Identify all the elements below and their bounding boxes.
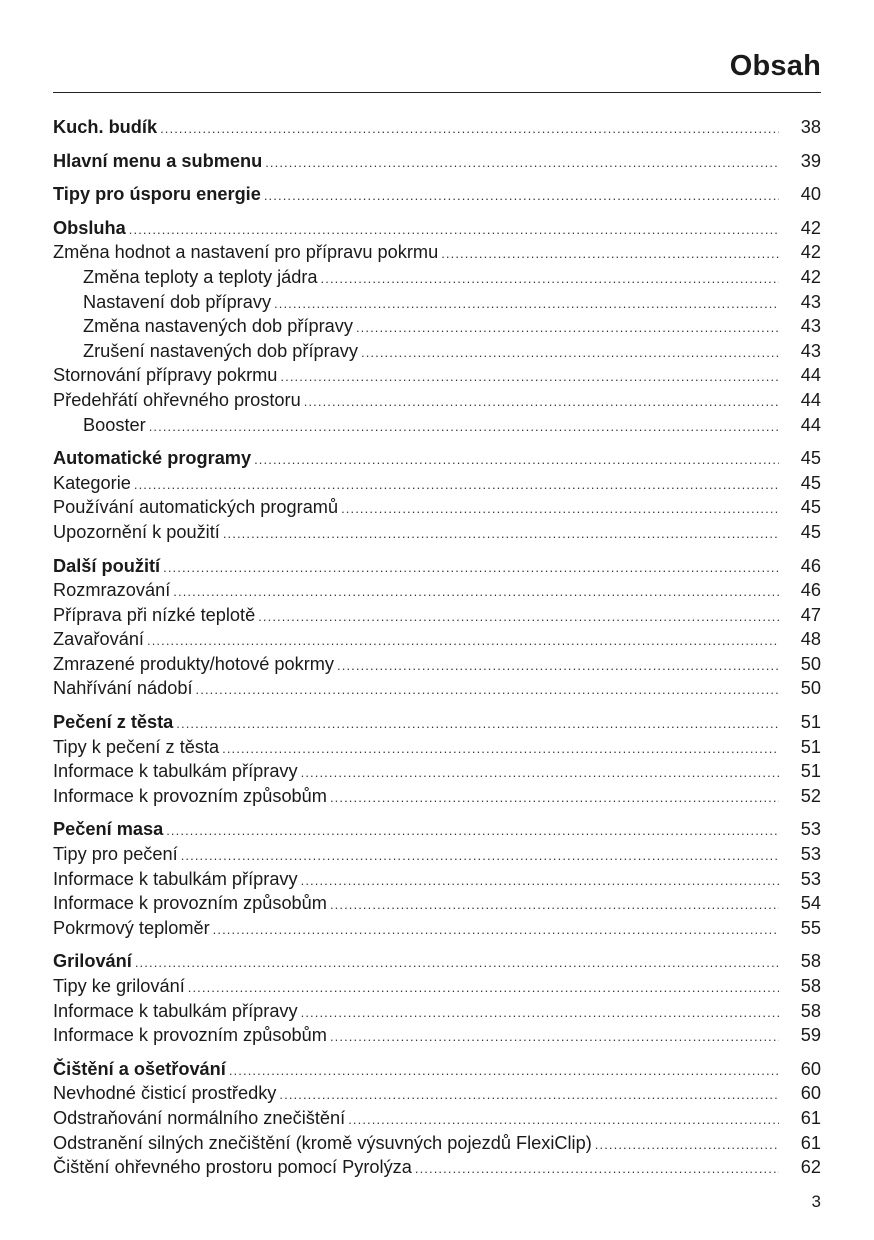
toc-entry[interactable] [53,1106,821,1131]
toc-entry-title: Upozornění k použití [53,521,220,542]
toc-entry-page: 48 [800,629,821,650]
toc-entry-page: 44 [800,389,821,410]
toc-entry-page: 44 [800,414,821,435]
dot-leader [258,605,779,630]
toc-entry[interactable] [53,471,821,496]
toc-entry[interactable] [53,842,821,867]
toc-entry[interactable] [53,495,821,520]
toc-entry-title: Nastavení dob přípravy [83,291,272,312]
toc-entry[interactable] [53,735,821,760]
toc-section [53,949,821,1047]
dot-leader [280,365,779,390]
toc-entry-page: 45 [800,497,821,518]
toc-entry[interactable] [53,149,821,174]
toc-entry-title: Informace k tabulkám přípravy [53,1000,298,1021]
toc-entry-title: Příprava při nízké teplotě [53,604,256,625]
toc-entry-page: 53 [800,844,821,865]
toc-section [53,817,821,940]
toc-entry-title: Zmrazené produkty/hotové pokrmy [53,653,335,674]
toc-entry[interactable] [53,627,821,652]
toc-entry-title: Tipy ke grilování [53,976,185,996]
toc-entry-page: 60 [800,1083,821,1104]
toc-entry-title: Tipy k pečení z těsta [53,736,220,757]
toc-entry-page: 61 [800,1132,821,1153]
toc-entry-page: 59 [800,1025,821,1046]
toc-entry[interactable] [53,710,821,735]
toc-entry-page: 42 [800,217,821,238]
toc-entry-title: Booster [83,414,146,435]
toc-entry-title: Nevhodné čisticí prostředky [53,1083,277,1104]
toc-section [53,115,821,140]
dot-leader [265,151,779,176]
toc-entry[interactable] [53,867,821,892]
toc-entry-title: Stornování přípravy pokrmu [53,365,278,386]
dot-leader [147,629,779,654]
toc-entry-title: Odstranění silných znečištění (kromě výsuvných pojezdů FlexiClip) [53,1132,592,1153]
dot-leader [304,390,779,415]
toc-entry-title: Obsluha [53,217,126,238]
toc-section [53,216,821,437]
toc-entry-title: Předehřátí ohřevného prostoru [53,389,301,410]
toc-entry[interactable] [53,1057,821,1082]
dot-leader [321,267,779,292]
toc-entry[interactable] [53,290,821,315]
toc-entry-page: 50 [800,653,821,674]
dot-leader [279,1083,779,1108]
toc-entry[interactable] [53,363,821,388]
toc-entry-page: 46 [800,555,821,576]
toc-entry-page: 62 [800,1157,821,1178]
toc-entry-page: 58 [800,951,821,972]
toc-entry-title: Informace k tabulkám přípravy [53,868,298,889]
dot-leader [149,415,779,440]
toc-entry-title: Automatické programy [53,448,252,469]
toc-entry-title: Zrušení nastavených dob přípravy [83,340,358,361]
dot-leader [274,292,779,317]
toc-entry[interactable] [53,784,821,809]
dot-leader [301,869,779,894]
dot-leader [176,712,779,737]
toc-entry[interactable] [53,759,821,784]
toc-entry-title: Pečení z těsta [53,712,174,733]
title-divider [53,92,821,93]
toc-entry[interactable] [53,652,821,677]
toc-entry[interactable] [53,115,821,140]
dot-leader [337,654,779,679]
toc-entry-page: 40 [800,184,821,205]
dot-leader [330,786,779,811]
dot-leader [330,893,779,918]
toc-section [53,554,821,702]
toc-entry-title: Hlavní menu a submenu [53,150,263,171]
dot-leader [173,580,779,605]
dot-leader [223,522,779,547]
toc-entry-page: 43 [800,291,821,312]
toc-section [53,446,821,544]
toc-entry-page: 51 [800,712,821,733]
page-number: 3 [811,1192,821,1211]
toc-entry-title: Změna nastavených dob přípravy [83,316,353,337]
toc-entry[interactable] [53,216,821,241]
toc-entry[interactable] [53,578,821,603]
toc-entry-page: 58 [800,976,821,996]
toc-entry-title: Informace k provozním způsobům [53,785,327,806]
toc-entry-title: Čištění ohřevného prostoru pomocí Pyrolýza [53,1157,412,1178]
toc-entry[interactable] [53,974,821,999]
dot-leader [166,819,779,844]
toc-entry-page: 45 [800,472,821,493]
dot-leader [163,556,779,581]
dot-leader [229,1059,779,1084]
toc-entry-title: Tipy pro pečení [53,844,178,865]
toc-entry[interactable] [53,446,821,471]
toc-entry-title: Kategorie [53,472,131,493]
toc-entry-page: 54 [800,893,821,914]
toc-entry-page: 55 [800,917,821,938]
dot-leader [129,218,779,243]
toc-entry[interactable] [53,265,821,290]
toc-entry[interactable] [53,949,821,974]
toc-entry[interactable] [53,314,821,339]
page-title: Obsah [729,50,821,82]
toc-entry-page: 61 [800,1107,821,1128]
toc-entry-page: 58 [800,1000,821,1021]
toc-entry[interactable] [53,240,821,265]
toc-entry[interactable] [53,388,821,413]
toc-entry-page: 51 [800,736,821,757]
toc-entry-title: Informace k tabulkám přípravy [53,761,298,782]
dot-leader [181,844,779,869]
toc-entry-page: 53 [800,868,821,889]
toc-entry[interactable] [53,603,821,628]
toc-entry[interactable] [53,817,821,842]
toc-entry[interactable] [53,1131,821,1156]
toc-entry-title: Změna hodnot a nastavení pro přípravu pokrmu [53,242,439,263]
toc-entry-title: Kuch. budík [53,117,158,137]
dot-leader [188,976,779,1001]
toc-entry[interactable] [53,520,821,545]
toc-entry-page: 43 [800,316,821,337]
dot-leader [301,1001,779,1026]
toc-entry-title: Nahřívání nádobí [53,678,193,699]
dot-leader [135,951,779,976]
dot-leader [222,737,779,762]
toc-section [53,1057,821,1180]
toc-entry-page: 45 [800,448,821,469]
table-of-contents [53,115,821,1189]
toc-entry-title: Tipy pro úsporu energie [53,184,261,205]
toc-entry-title: Odstraňování normálního znečištění [53,1107,346,1128]
toc-entry[interactable] [53,339,821,364]
toc-entry[interactable] [53,1023,821,1048]
toc-entry-page: 52 [800,785,821,806]
toc-entry[interactable] [53,676,821,701]
toc-entry-page: 51 [800,761,821,782]
toc-entry[interactable] [53,182,821,207]
toc-entry-page: 38 [800,117,821,137]
toc-entry-page: 44 [800,365,821,386]
toc-entry-title: Další použití [53,555,161,576]
toc-entry-title: Zavařování [53,629,144,650]
toc-entry-page: 39 [800,150,821,171]
toc-section [53,149,821,174]
toc-entry-page: 42 [800,242,821,263]
toc-entry[interactable] [53,1081,821,1106]
dot-leader [213,918,779,943]
dot-leader [356,316,779,341]
toc-entry-page: 47 [800,604,821,625]
toc-entry-title: Změna teploty a teploty jádra [83,266,318,287]
dot-leader [341,497,779,522]
dot-leader [196,678,779,703]
toc-entry[interactable] [53,916,821,941]
toc-entry-page: 42 [800,266,821,287]
toc-entry-title: Čištění a ošetřování [53,1058,226,1079]
toc-entry-title: Informace k provozním způsobům [53,1025,327,1046]
dot-leader [264,184,779,209]
dot-leader [160,117,779,142]
toc-entry-title: Používání automatických programů [53,497,339,518]
toc-entry-title: Informace k provozním způsobům [53,893,327,914]
toc-entry[interactable] [53,999,821,1024]
toc-entry-title: Pokrmový teploměr [53,917,210,938]
toc-entry-page: 60 [800,1058,821,1079]
dot-leader [595,1133,779,1158]
toc-entry-page: 53 [800,819,821,840]
toc-entry-page: 46 [800,580,821,601]
dot-leader [134,473,779,498]
toc-entry-page: 45 [800,521,821,542]
dot-leader [301,761,779,786]
toc-entry-title: Pečení masa [53,819,164,840]
toc-entry-page: 50 [800,678,821,699]
dot-leader [415,1157,779,1182]
toc-entry-title: Grilování [53,951,132,972]
toc-entry[interactable] [53,413,821,438]
toc-entry[interactable] [53,554,821,579]
dot-leader [361,341,779,366]
dot-leader [348,1108,779,1133]
toc-entry-title: Rozmrazování [53,580,171,601]
toc-entry[interactable] [53,891,821,916]
dot-leader [330,1025,779,1050]
dot-leader [254,448,779,473]
toc-entry[interactable] [53,1155,821,1180]
toc-section [53,182,821,207]
toc-section [53,710,821,808]
dot-leader [441,242,779,267]
toc-entry-page: 43 [800,340,821,361]
